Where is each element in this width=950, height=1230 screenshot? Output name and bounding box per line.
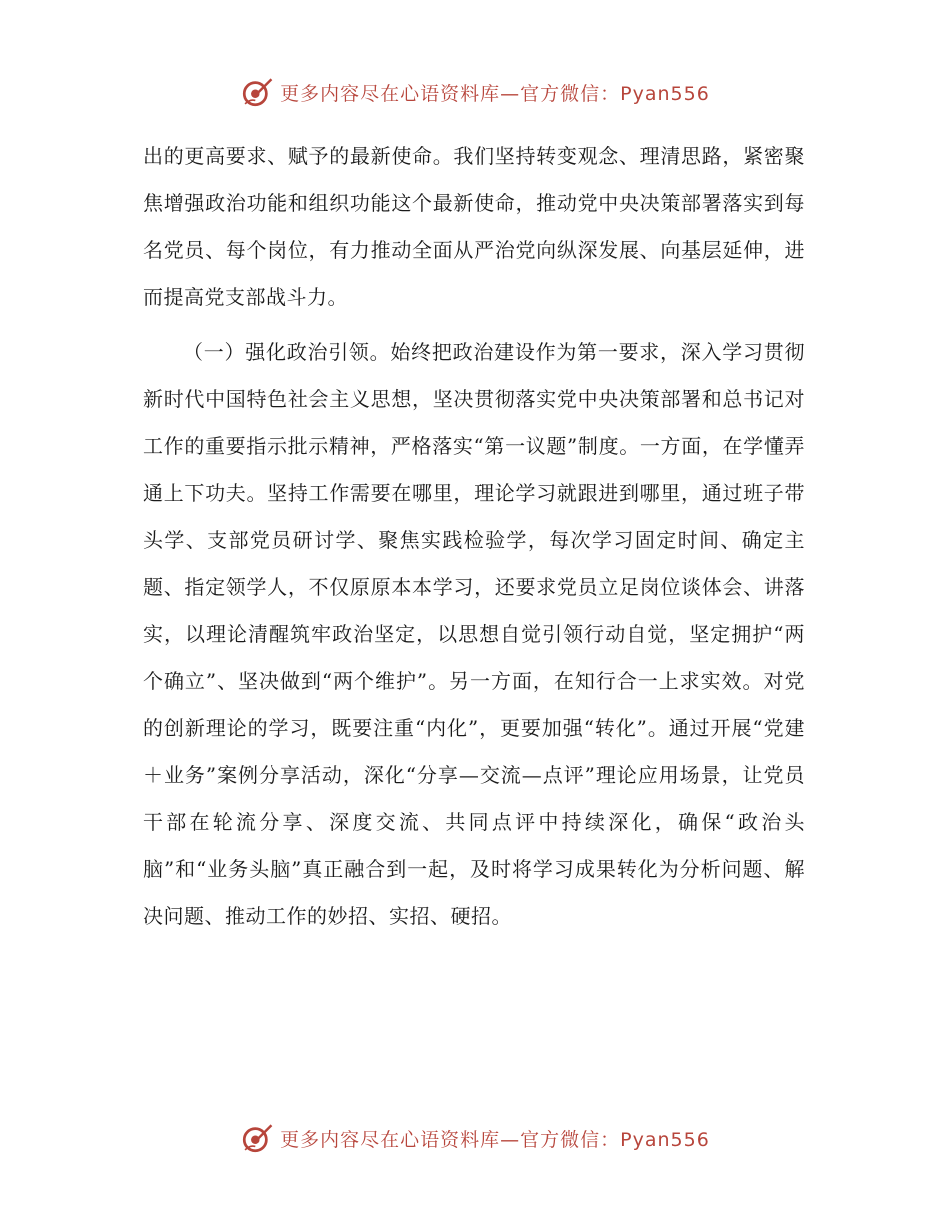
- document-body: [143, 133, 805, 940]
- footer-banner: [0, 1118, 950, 1158]
- paragraph-continuation: 出的更高要求、赋予的最新使命。我们坚持转变观念、理清思路，紧密聚焦增强政治功能和组织功能这个最新使命，推动党中央决策部署落实到每名党员、每个岗位，有力推动全面从严治党向纵深发展、向基层延伸，进而提高党支部战斗力。: [143, 144, 805, 309]
- brush-pen-logo-icon: [240, 1121, 274, 1155]
- footer-banner-text: 更多内容尽在心语资料库—官方微信：Pyan556: [280, 1128, 710, 1151]
- header-banner-text: 更多内容尽在心语资料库—官方微信：Pyan556: [280, 82, 710, 105]
- header-banner: [0, 72, 950, 112]
- brush-pen-logo-icon: [240, 75, 274, 109]
- paragraph-political-guidance: （一）强化政治引领。始终把政治建设作为第一要求，深入学习贯彻新时代中国特色社会主义思想，坚决贯彻落实党中央决策部署和总书记对工作的重要指示批示精神，严格落实“第一议题”制度。一方面，在学懂弄通上下功夫。坚持工作需要在哪里，理论学习就跟进到哪里，通过班子带头学、支部党员研讨学、聚焦实践检验学，每次学习固定时间、确定主题、指定领学人，不仅原原本本学习，还要求党员立足岗位谈体会、讲落实，以理论清醒筑牢政治坚定，以思想自觉引领行动自觉，坚定拥护“两个确立”、坚决做到“两个维护”。另一方面，在知行合一上求实效。对党的创新理论的学习，既要注重“内化”，更要加强“转化”。通过开展“党建＋业务”案例分享活动，深化“分享—交流—点评”理论应用场景，让党员干部在轮流分享、深度交流、共同点评中持续深化，确保“政治头脑”和“业务头脑”真正融合到一起，及时将学习成果转化为分析问题、解决问题、推动工作的妙招、实招、硬招。: [143, 340, 805, 928]
